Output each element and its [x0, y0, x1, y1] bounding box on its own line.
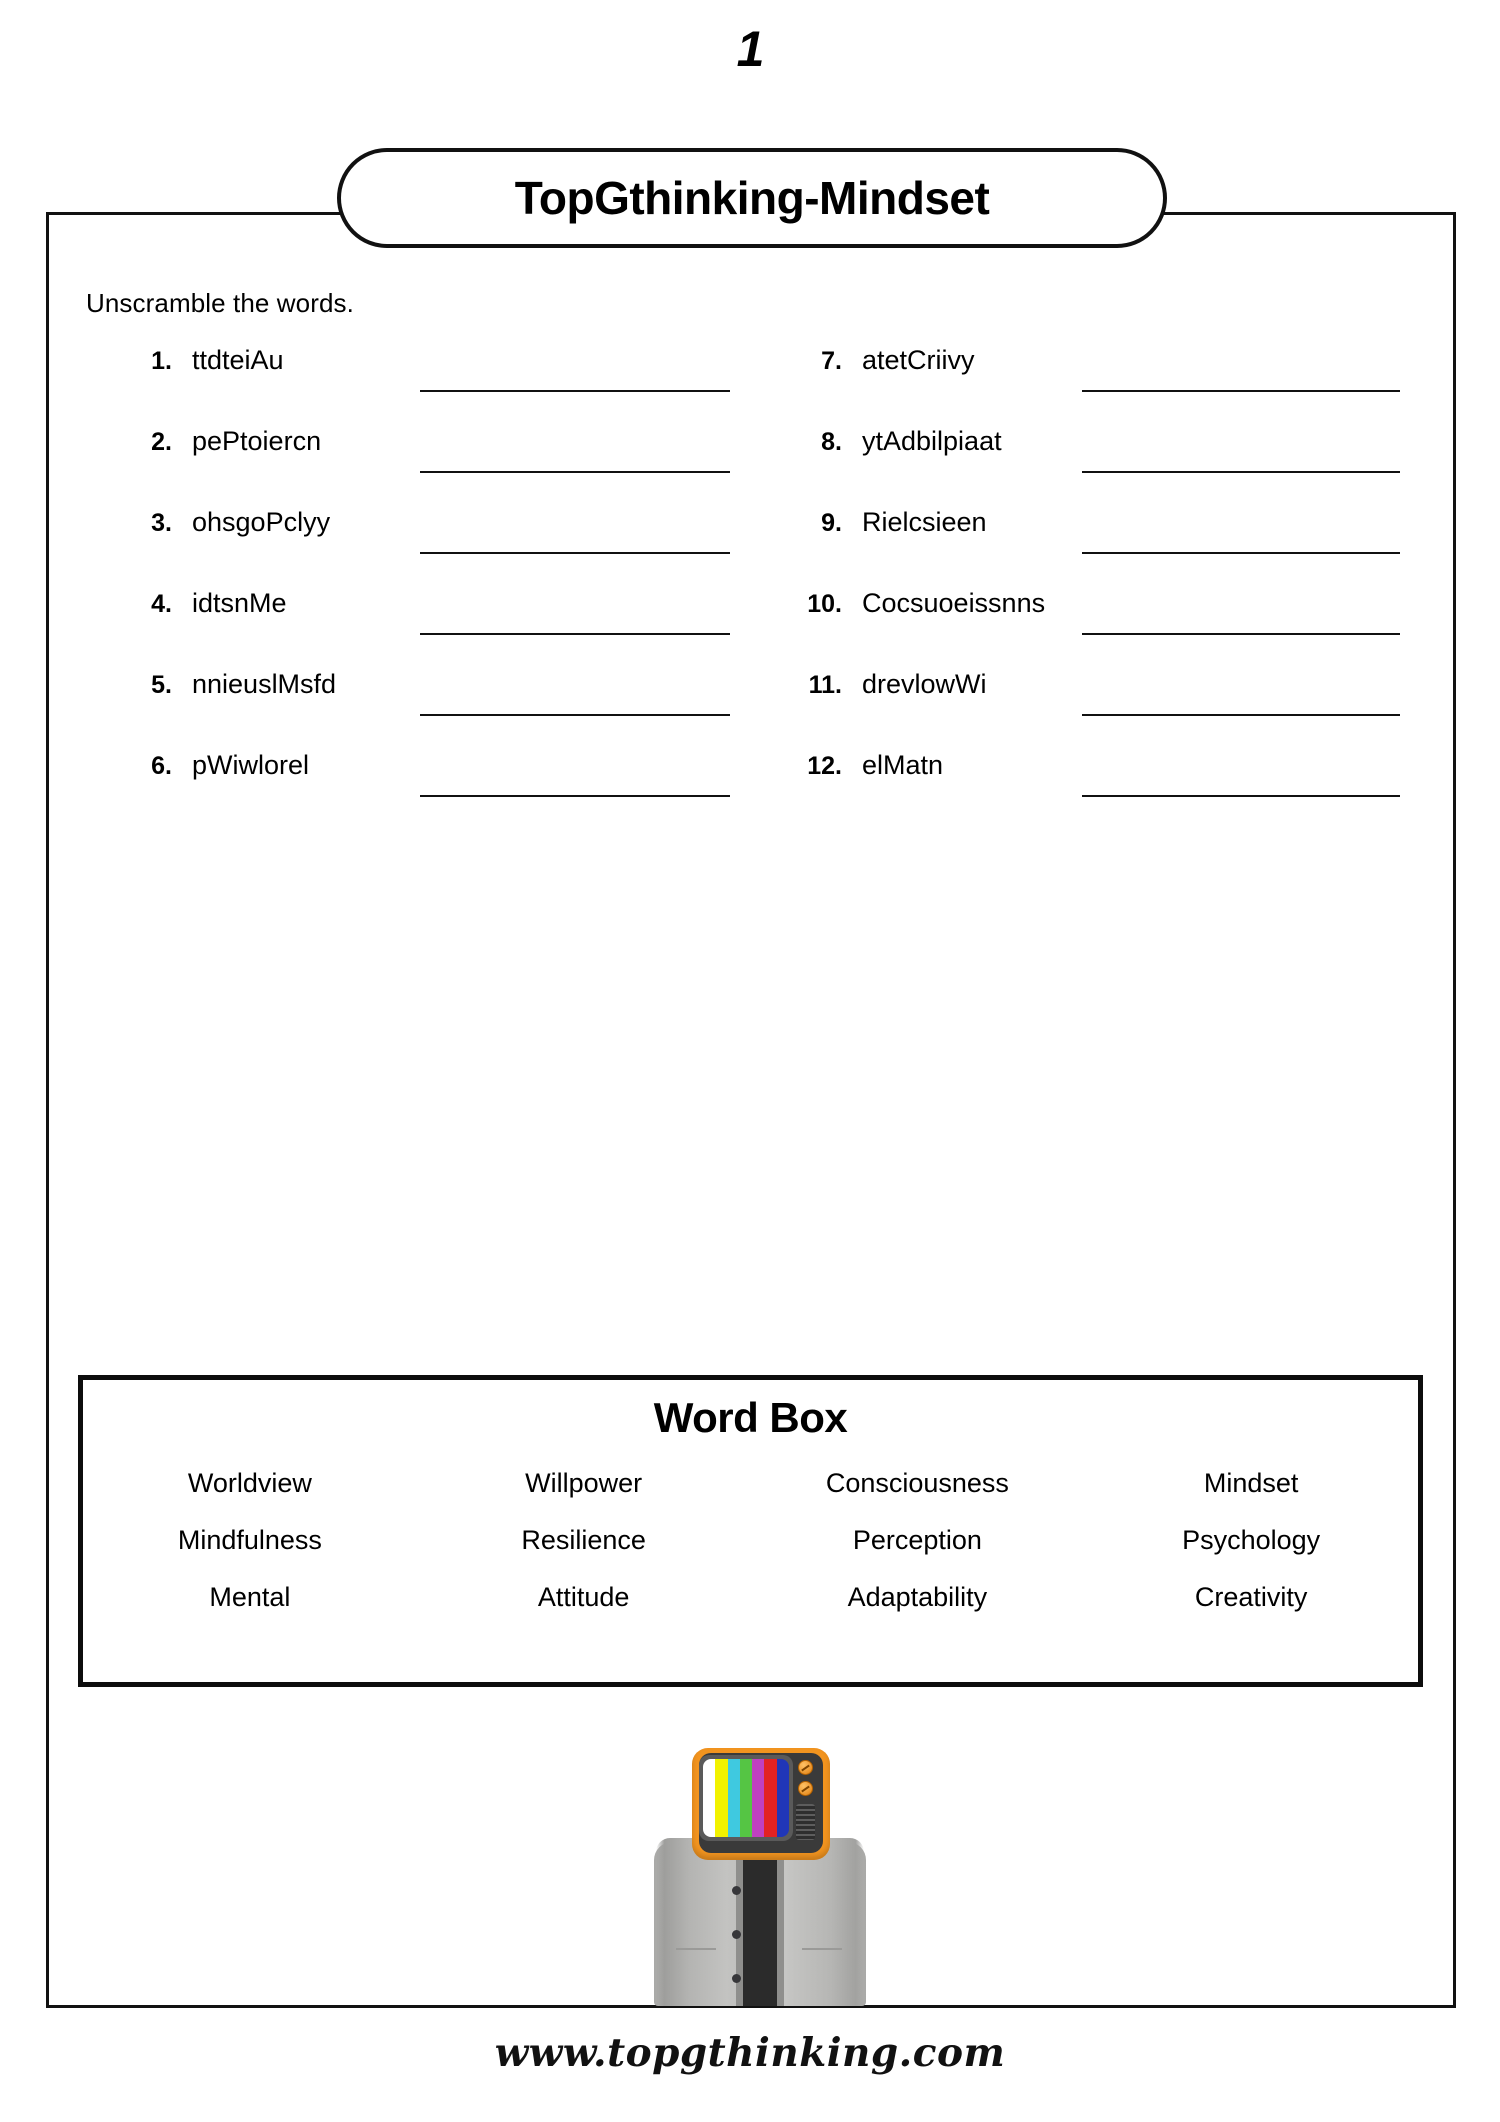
tv-knob-icon [798, 1760, 813, 1775]
scrambled-word: pePtoiercn [192, 426, 322, 456]
mascot-pocket-left [676, 1948, 716, 1950]
word-box-title: Word Box [653, 1394, 848, 1441]
word-list-item [120, 426, 730, 507]
word-list-item [120, 750, 730, 831]
word-list-item [790, 669, 1400, 750]
word-list-item [790, 426, 1400, 507]
answer-blank-line[interactable] [1082, 390, 1400, 392]
mascot-button [732, 1886, 741, 1895]
tv-color-bars-screen [703, 1759, 789, 1837]
word-list-item [120, 507, 730, 588]
item-number: 10. [807, 590, 842, 618]
answer-blank-line[interactable] [1082, 471, 1400, 473]
word-box-word: Mindset [1203, 1468, 1299, 1498]
item-number: 11. [808, 671, 842, 699]
item-number: 9. [821, 509, 842, 537]
word-box-word: Resilience [521, 1525, 646, 1555]
scrambled-word: elMatn [862, 750, 944, 780]
word-box-word: Psychology [1182, 1525, 1321, 1555]
scrambled-word: pWiwlorel [192, 750, 310, 780]
word-box-word: Mindfulness [177, 1525, 322, 1555]
answer-blank-line[interactable] [420, 714, 730, 716]
answer-blank-line[interactable] [1082, 714, 1400, 716]
title-bubble [337, 148, 1167, 248]
color-bar [703, 1759, 715, 1837]
word-box-grid [83, 1468, 1418, 1613]
retro-tv-icon [692, 1748, 830, 1860]
answer-blank-line[interactable] [1082, 795, 1400, 797]
color-bar [764, 1759, 776, 1837]
word-box-word: Attitude [537, 1582, 630, 1612]
word-box-word: Consciousness [825, 1468, 1009, 1498]
answer-blank-line[interactable] [1082, 633, 1400, 635]
scrambled-word: Rielcsieen [862, 507, 987, 537]
scrambled-word: ytAdbilpiaat [862, 426, 1002, 456]
answer-blank-line[interactable] [420, 390, 730, 392]
tv-knob-icon [798, 1781, 813, 1796]
tv-speaker-grille [796, 1804, 815, 1840]
mascot-inner-shirt [742, 1840, 778, 2006]
item-number: 5. [151, 671, 172, 699]
word-list-item [120, 669, 730, 750]
word-box [78, 1375, 1423, 1687]
item-number: 8. [821, 428, 842, 456]
answer-blank-line[interactable] [1082, 552, 1400, 554]
scrambled-word: drevlowWi [862, 669, 987, 699]
item-number: 7. [821, 347, 842, 375]
scrambled-word: ttdteiAu [192, 345, 284, 375]
item-number: 2. [151, 428, 172, 456]
word-box-word: Creativity [1194, 1582, 1308, 1612]
color-bar [728, 1759, 740, 1837]
item-number: 3. [151, 509, 172, 537]
word-box-word: Willpower [525, 1468, 643, 1498]
color-bar [777, 1759, 789, 1837]
scrambled-word: idtsnMe [192, 588, 287, 618]
answer-blank-line[interactable] [420, 633, 730, 635]
word-list-item [790, 345, 1400, 426]
item-number: 4. [151, 590, 172, 618]
word-list-item [790, 507, 1400, 588]
word-list-right-column [790, 345, 1400, 831]
mascot-button [732, 1930, 741, 1939]
word-box-word: Worldview [187, 1468, 312, 1498]
page-title: TopGthinking-Mindset [514, 172, 990, 224]
item-number: 12. [807, 752, 842, 780]
word-list-item [790, 588, 1400, 669]
answer-blank-line[interactable] [420, 552, 730, 554]
scrambled-word: atetCriivy [862, 345, 975, 375]
word-box-word: Mental [209, 1582, 291, 1612]
answer-blank-line[interactable] [420, 471, 730, 473]
mascot-button [732, 1974, 741, 1983]
word-list-item [120, 345, 730, 426]
word-list-item [790, 750, 1400, 831]
word-list-item [120, 588, 730, 669]
instruction-text: Unscramble the words. [86, 288, 354, 318]
scrambled-word: Cocsuoeissnns [862, 588, 1046, 618]
color-bar [740, 1759, 752, 1837]
tv-head-mascot-image [620, 1742, 900, 2006]
item-number: 6. [151, 752, 172, 780]
scrambled-word: ohsgoPclyy [192, 507, 331, 537]
word-box-word: Perception [852, 1525, 982, 1555]
item-number: 1. [151, 347, 172, 375]
page-number: 1 [736, 21, 764, 77]
mascot-pocket-right [802, 1948, 842, 1950]
color-bar [752, 1759, 764, 1837]
footer-website-url: www.topgthinking.com [494, 2030, 1006, 2076]
scrambled-word: nnieuslMsfd [192, 669, 337, 699]
answer-blank-line[interactable] [420, 795, 730, 797]
mascot-placket-right [777, 1840, 784, 2006]
color-bar [715, 1759, 727, 1837]
word-list-left-column [120, 345, 730, 831]
word-box-word: Adaptability [847, 1582, 988, 1612]
